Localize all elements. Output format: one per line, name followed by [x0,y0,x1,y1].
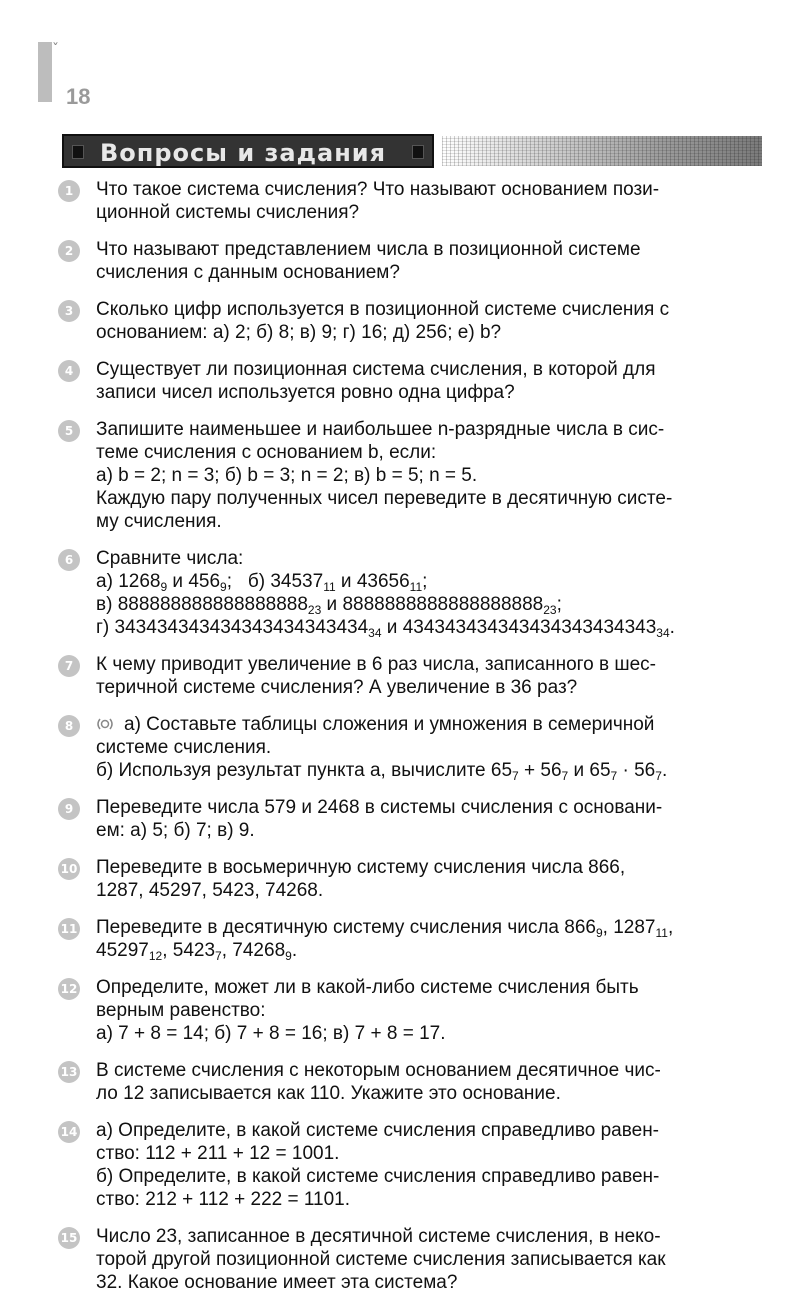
question-text-line: а) Определите, в какой системе счисления справедливо равен- [96,1120,660,1141]
audio-resource-icon [96,716,118,732]
question-number-badge: 12 [58,978,80,1000]
question-text-line: Что такое система счисления? Что называют основанием пози- [96,179,660,200]
question-text-line: Что называют представлением числа в позиционной системе [96,239,641,260]
question-13 [58,1059,738,1105]
question-text-line: Переведите числа 579 и 2468 в системы счисления с основани- [96,797,663,818]
question-text-line: счисления с данным основанием? [96,262,400,283]
question-9 [58,796,738,842]
question-text-line: основанием: а) 2; б) 8; в) 9; г) 16; д) 256; е) b? [96,322,502,343]
question-text-line: ство: 212 + 112 + 222 = 1101. [96,1189,350,1210]
question-text-line: Определите, может ли в какой-либо системе счисления быть [96,977,639,998]
question-12 [58,976,738,1045]
question-1 [58,178,738,224]
question-15 [58,1225,738,1294]
question-text-line: верным равенство: [96,1000,266,1021]
question-text-line: В системе счисления с некоторым основанием десятичное чис- [96,1060,661,1081]
question-number-badge: 14 [58,1121,80,1143]
header-texture-decoration [442,136,762,166]
questions-list [58,178,738,1308]
question-6 [58,547,738,639]
question-text-line: К чему приводит увеличение в 6 раз числа, записанного в шес- [96,654,656,675]
question-8 [58,713,738,782]
question-text-line: ство: 112 + 211 + 12 = 1001. [96,1143,340,1164]
question-10 [58,856,738,902]
header-right-square-icon [412,145,424,159]
question-text-line: Запишите наименьшее и наибольшее n-разрядные числа в сис- [96,419,665,440]
question-text-line: ционной системы счисления? [96,202,360,223]
question-text-line: б) Определите, в какой системе счисления справедливо равен- [96,1166,660,1187]
question-7 [58,653,738,699]
question-text-line: а) Составьте таблицы сложения и умножения в семеричной [96,713,738,736]
question-text-line: системе счисления. [96,737,272,758]
question-number-badge: 8 [58,715,80,737]
question-14 [58,1119,738,1211]
question-text-line: теричной системе счисления? А увеличение в 36 раз? [96,677,578,698]
compare-item-v: в) $888888888888888888_{23}$ и $8888888888888888888_{23}$; [96,594,562,617]
question-number-badge: 11 [58,918,80,940]
question-number-badge: 13 [58,1061,80,1083]
question-number-badge: 15 [58,1227,80,1249]
question-number-badge: 3 [58,300,80,322]
question-number-badge: 4 [58,360,80,382]
question-text-line: ем: а) 5; б) 7; в) 9. [96,820,255,841]
question-text-line: 1287, 45297, 5423, 74268. [96,880,324,901]
question-text-line: Число 23, записанное в десятичной системе счисления, в неко- [96,1226,661,1247]
question-text-line: а) 7 + 8 = 14; б) 7 + 8 = 16; в) 7 + 8 = 17. [96,1023,446,1044]
question-text-line: теме счисления с основанием b, если: [96,442,437,463]
question-11 [58,916,738,962]
question-number-badge: 10 [58,858,80,880]
question-number-badge: 1 [58,180,80,202]
question-text-line: записи чисел используется ровно одна цифра? [96,382,515,403]
section-title: Вопросы и задания [100,139,387,167]
page-edge-mark [38,42,52,102]
header-left-square-icon [72,145,84,159]
question-text-line: торой другой позиционной системе счисления записывается как [96,1249,666,1270]
page-number: 18 [66,84,91,109]
question-text-line: $45297_{12}$, $5423_7$, $74268_9$. [96,940,298,963]
question-5 [58,418,738,533]
question-text-line: Переведите в восьмеричную систему счисления числа 866, [96,857,626,878]
question-text-line: Сравните числа: [96,548,244,569]
question-text-line: Существует ли позиционная система счисления, в которой для [96,359,656,380]
question-number-badge: 9 [58,798,80,820]
page-tick-mark: ˇ [52,42,59,58]
question-2 [58,238,738,284]
question-number-badge: 7 [58,655,80,677]
question-number-badge: 6 [58,549,80,571]
question-calc-line: б) Используя результат пункта а, вычислите $65_7 + 56_7$ и $65_7 \cdot 56_7$. [96,760,668,783]
question-3 [58,298,738,344]
question-text-line: 32. Какое основание имеет эта система? [96,1272,458,1293]
question-number-badge: 2 [58,240,80,262]
section-header-box [62,134,434,168]
question-text-line: ло 12 записывается как 110. Укажите это основание. [96,1083,561,1104]
question-number-badge: 5 [58,420,80,442]
question-text-line: му счисления. [96,511,222,532]
question-text-line: Переведите в десятичную систему счисления числа $866_9$, $1287_{11}$, [96,917,674,940]
question-text-line: Каждую пару полученных чисел переведите в десятичную систе- [96,488,673,509]
question-text-line: а) b = 2; n = 3; б) b = 3; n = 2; в) b = 5; n = 5. [96,465,478,486]
compare-item-a: а) $1268_9$ и $456_9$; б) $34537_{11}$ и $43656_{11}$; [96,571,428,594]
section-header [62,134,762,168]
question-4 [58,358,738,404]
question-text-line: Сколько цифр используется в позиционной системе счисления с [96,299,670,320]
compare-item-g: г) $343434343434343434343434_{34}$ и $434343434343434343434343_{34}$. [96,617,675,640]
